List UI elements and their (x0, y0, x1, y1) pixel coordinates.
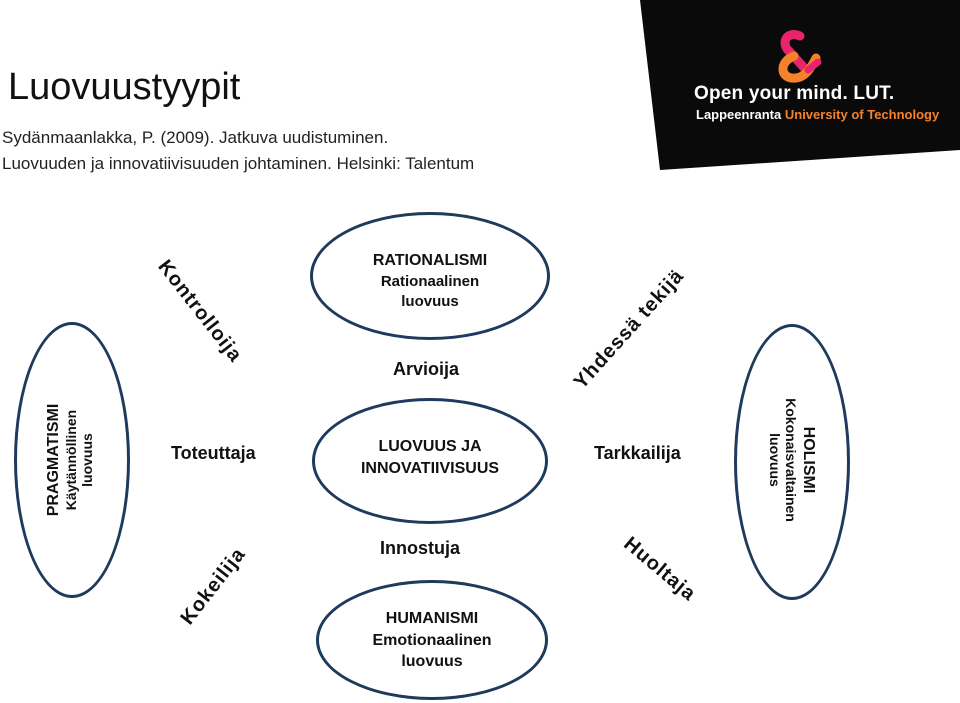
rationalismi-line1: Rationaalinen (380, 272, 480, 290)
holismi-line1: Kokonaisvaltainen (783, 398, 799, 522)
citation-line-2: Luovuuden ja innovatiivisuuden johtaminen. Helsinki: Talentum (2, 154, 475, 173)
pragmatismi-line1: Käytännöllinen (63, 409, 79, 511)
center-line2: INNOVATIIVISUUS (360, 459, 500, 477)
logo-tagline: Open your mind. LUT. (694, 83, 895, 104)
page-title: Luovuustyypit (8, 66, 241, 108)
rationalismi-heading: RATIONALISMI (372, 252, 488, 269)
label-innostuja: Innostuja (380, 538, 460, 558)
humanismi-heading: HUMANISMI (385, 610, 479, 627)
holismi-text (757, 330, 827, 590)
label-toteuttaja: Toteuttaja (171, 443, 256, 463)
logo-university: Lappeenranta University of Technology (696, 107, 940, 122)
label-kokeilija: Kokeilija (176, 543, 251, 629)
label-yhdessa-tekija: Yhdessä tekijä (569, 264, 689, 394)
center-line1: LUOVUUS JA (378, 438, 482, 455)
holismi-heading: HOLISMI (800, 426, 817, 494)
label-huoltaja: Huoltaja (619, 532, 701, 606)
rationalismi-line2: luovuus (401, 292, 459, 310)
holismi-line2: luovuus (767, 433, 783, 487)
citation-line-1: Sydänmaanlakka, P. (2009). Jatkuva uudistuminen. (2, 128, 389, 147)
humanismi-text (316, 608, 548, 673)
label-kontrolloija: Kontrolloija (153, 255, 247, 367)
pragmatismi-text (35, 330, 105, 590)
humanismi-line2: luovuus (401, 653, 463, 671)
label-arvioija: Arvioija (393, 359, 460, 379)
pragmatismi-line2: luovuus (79, 433, 95, 487)
label-tarkkailija: Tarkkailija (594, 443, 681, 463)
pragmatismi-heading: PRAGMATISMI (45, 403, 62, 517)
center-text (312, 436, 548, 479)
humanismi-line1: Emotionaalinen (372, 631, 492, 649)
rationalismi-text (310, 250, 550, 312)
